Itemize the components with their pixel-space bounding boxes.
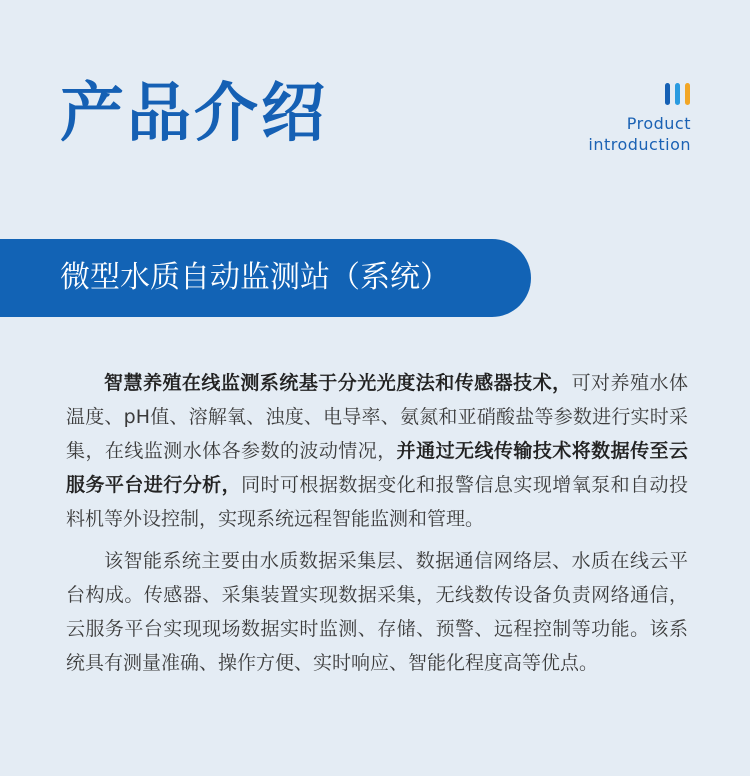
bar-dark-blue — [665, 83, 670, 105]
paragraph-1-bold-1: 智慧养殖在线监测系统基于分光光度法和传感器技术， — [104, 372, 572, 394]
paragraph-1-bold-2: 并通过无线传输技术将数据传至云服务平台进行分析， — [66, 440, 688, 496]
section-title: 微型水质自动监测站（系统） — [60, 260, 450, 295]
subtitle-line-1: Product — [626, 114, 691, 133]
paragraph-2: 该智能系统主要由水质数据采集层、数据通信网络层、水质在线云平台构成。传感器、采集装置实现数据采集，无线数传设备负责网络通信，云服务平台实现现场数据实时监测、存储、预警、远程控制等功能。该系统具有测量准确、操作方便、实时响应、智能化程度高等优点。 — [66, 550, 688, 674]
paragraph-1 — [66, 366, 688, 536]
bar-light-blue — [675, 83, 680, 105]
paragraph-1-text-1: 可对养殖水体温度、pH值、溶解氧、浊度、电导率、氨氮和亚硝酸盐等参数进行实时采集，在线监测水体各参数的波动情况， — [66, 372, 688, 462]
page-title: 产品介绍 — [60, 77, 328, 151]
paragraph-1-text-2: 同时可根据数据变化和报警信息实现增氧泵和自动投料机等外设控制，实现系统远程智能监测和管理。 — [66, 474, 688, 530]
page-subtitle-english — [588, 113, 691, 155]
bar-orange — [685, 83, 690, 105]
body-content — [66, 366, 688, 688]
subtitle-line-2: introduction — [588, 135, 691, 154]
decorative-bars-icon — [665, 83, 691, 105]
section-banner — [0, 239, 531, 317]
